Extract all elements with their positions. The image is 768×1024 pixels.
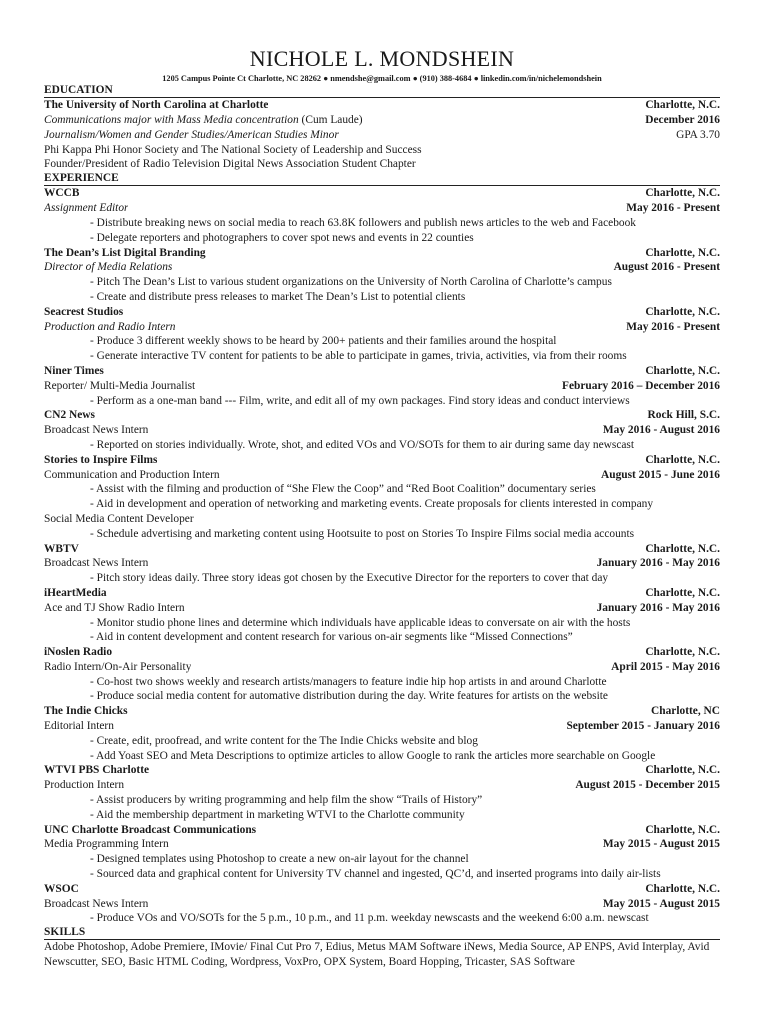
job-entry [44, 882, 720, 926]
job-location: Rock Hill, S.C. [647, 409, 720, 422]
job-role-row [44, 201, 720, 216]
job-entry [44, 586, 720, 645]
job-organization: WCCB [44, 187, 80, 200]
job-role-row [44, 260, 720, 275]
job-bullet: - Aid in content development and content research for various on-air segments like “Missed Connections” [90, 631, 573, 644]
job-bullet: - Monitor studio phone lines and determine which individuals have applicable ideas to conversate on air with the hosts [90, 616, 631, 629]
job-role: Ace and TJ Show Radio Intern [44, 601, 185, 614]
job-location: Charlotte, N.C. [645, 453, 720, 466]
job-role-row [44, 423, 720, 438]
job-bullet: - Distribute breaking news on social media to reach 63.8K followers and publish news articles to the web and Facebook [90, 216, 636, 229]
job-organization: WSOC [44, 882, 79, 895]
job-bullet: - Produce 3 different weekly shows to be heard by 200+ patients and their families around the hospital [90, 335, 557, 348]
job-bullet: - Generate interactive TV content for patients to be able to participate in games, trivia, activities, via from their rooms [90, 350, 627, 363]
job-org-row [44, 882, 720, 897]
school-name: The University of North Carolina at Charlotte [44, 99, 269, 112]
education-minor-row [44, 128, 720, 143]
job-role: Broadcast News Intern [44, 424, 149, 437]
job-dates: May 2016 - Present [626, 320, 720, 333]
job-role-row [44, 468, 720, 483]
job-entry [44, 823, 720, 882]
job-role-row [44, 778, 720, 793]
job-role: Broadcast News Intern [44, 897, 149, 910]
job-organization: UNC Charlotte Broadcast Communications [44, 823, 257, 836]
job-location: Charlotte, N.C. [645, 542, 720, 555]
job-location: Charlotte, N.C. [645, 882, 720, 895]
job-location: Charlotte, N.C. [645, 586, 720, 599]
job-location: Charlotte, N.C. [645, 305, 720, 318]
job-role: Assignment Editor [44, 202, 129, 215]
job-bullet: - Assist with the filming and production of “She Flew the Coop” and “Red Boot Coalition” documentary series [90, 483, 596, 496]
job-organization: Seacrest Studios [44, 305, 124, 318]
job-entry [44, 704, 720, 763]
job-org-row [44, 586, 720, 601]
education-heading: EDUCATION [44, 84, 720, 98]
job-org-row [44, 246, 720, 261]
job-bullet: - Assist producers by writing programming and help film the show “Trails of History” [90, 794, 483, 807]
experience-heading: EXPERIENCE [44, 172, 720, 186]
job-location: Charlotte, N.C. [645, 764, 720, 777]
job-role: Broadcast News Intern [44, 557, 149, 570]
experience-list [44, 186, 720, 926]
job-role-row [44, 719, 720, 734]
job-role-row [44, 601, 720, 616]
job-bullet: - Reported on stories individually. Wrote, shot, and edited VOs and VO/SOTs for them to air during same day newscast [90, 438, 635, 451]
job-bullet: - Produce social media content for automative distribution during the day. Write features for artists on the website [90, 690, 608, 703]
job-role-row [44, 320, 720, 335]
job-bullet: - Create, edit, proofread, and write content for the The Indie Chicks website and blog [90, 734, 478, 747]
job-dates: August 2015 - June 2016 [601, 468, 720, 481]
job-org-row [44, 305, 720, 320]
job-bullet: - Designed templates using Photoshop to create a new on-air layout for the channel [90, 853, 469, 866]
job-organization: Niner Times [44, 364, 104, 377]
job-role: Media Programming Intern [44, 838, 169, 851]
job-bullet: - Add Yoast SEO and Meta Descriptions to optimize articles to allow Google to rank the articles more searchable on Google [90, 749, 656, 762]
job-dates: May 2015 - August 2015 [602, 838, 720, 851]
job-entry [44, 453, 720, 542]
job-role: Editorial Intern [44, 720, 114, 733]
job-location: Charlotte, N.C. [645, 364, 720, 377]
job-role: Director of Media Relations [44, 261, 173, 274]
job-role: Production and Radio Intern [44, 320, 176, 333]
job-entry [44, 364, 720, 408]
job-org-row [44, 763, 720, 778]
education-school-row [44, 98, 720, 113]
job-bullet: - Aid in development and operation of networking and marketing events. Create proposals for clients interested in company [90, 498, 654, 511]
education-line: Phi Kappa Phi Honor Society and The National Society of Leadership and Success [44, 143, 422, 156]
job-organization: WTVI PBS Charlotte [44, 764, 150, 777]
minor: Journalism/Women and Gender Studies/American Studies Minor [44, 128, 339, 141]
job-entry [44, 408, 720, 452]
job-bullet: - Produce VOs and VO/SOTs for the 5 p.m., 10 p.m., and 11 p.m. weekday newscasts and the weekend 6:00 a.m. newscast [90, 912, 649, 925]
job-dates: August 2016 - Present [613, 261, 720, 274]
job-bullet: - Delegate reporters and photographers to cover spot news and events in 22 counties [90, 231, 474, 244]
job-dates: May 2016 - Present [626, 202, 720, 215]
job-role-row [44, 660, 720, 675]
honor: (Cum Laude) [298, 114, 363, 126]
gpa: GPA 3.70 [676, 128, 720, 141]
job-entry [44, 246, 720, 305]
skills-heading: SKILLS [44, 926, 720, 940]
job-dates: January 2016 - May 2016 [596, 557, 720, 570]
skills-text: Adobe Photoshop, Adobe Premiere, IMovie/ Final Cut Pro 7, Edius, Metus MAM Software iNews, Media Source, AP ENPS, Avid Interplay, Avid Newscutter, SEO, Basic HTML Coding, Wordpress, VoxPro, OPX System, Board Hopping, Tricaster, SAS Software [44, 941, 710, 969]
job-bullet: - Sourced data and graphical content for University TV channel and ingested, QC’d, and inserted programs into daily air-lists [90, 868, 661, 881]
job-role: Production Intern [44, 779, 125, 792]
job-role: Communication and Production Intern [44, 468, 220, 481]
job-organization: CN2 News [44, 409, 95, 422]
job-bullet: - Schedule advertising and marketing content using Hootsuite to post on Stories To Inspire Films social media accounts [90, 527, 635, 540]
job-bullet: - Create and distribute press releases to market The Dean’s List to potential clients [90, 290, 466, 303]
job-entry [44, 542, 720, 586]
resume-content [44, 46, 720, 970]
job-organization: iHeartMedia [44, 586, 107, 599]
job-location: Charlotte, N.C. [645, 646, 720, 659]
job-location: Charlotte, N.C. [645, 823, 720, 836]
job-organization: iNoslen Radio [44, 646, 113, 659]
school-location: Charlotte, N.C. [645, 99, 720, 112]
graduation-date: December 2016 [645, 114, 720, 126]
education-major-row [44, 113, 720, 128]
job-organization: The Indie Chicks [44, 705, 128, 718]
job-organization: WBTV [44, 542, 79, 555]
job-org-row [44, 645, 720, 660]
job-bullet: - Aid the membership department in marketing WTVI to the Charlotte community [90, 808, 465, 821]
job-dates: May 2015 - August 2015 [602, 897, 720, 910]
job-entry [44, 186, 720, 245]
job-organization: Stories to Inspire Films [44, 453, 158, 466]
job-location: Charlotte, NC [651, 705, 720, 718]
job-dates: August 2015 - December 2015 [575, 779, 720, 792]
job-dates: January 2016 - May 2016 [596, 601, 720, 614]
candidate-name: NICHOLE L. MONDSHEIN [249, 46, 515, 71]
job-org-row [44, 186, 720, 201]
job-role-row [44, 556, 720, 571]
education-line: Founder/President of Radio Television Digital News Association Student Chapter [44, 158, 416, 171]
job-bullet: - Pitch The Dean’s List to various student organizations on the University of North Carolina of Charlotte’s campus [90, 276, 612, 289]
contact-line: 1205 Campus Pointe Ct Charlotte, NC 28262 ● nmendshe@gmail.com ● (910) 388-4684 ● linkedin.com/in/nichelemondshein [162, 74, 602, 83]
job-sub-role: Social Media Content Developer [44, 512, 194, 525]
job-role: Reporter/ Multi-Media Journalist [44, 379, 196, 392]
job-organization: The Dean’s List Digital Branding [44, 246, 206, 259]
job-entry [44, 305, 720, 364]
job-org-row [44, 453, 720, 468]
job-entry [44, 645, 720, 704]
job-org-row [44, 542, 720, 557]
major-line [44, 113, 363, 128]
job-org-row [44, 408, 720, 423]
job-dates: May 2016 - August 2016 [602, 424, 720, 437]
job-entry [44, 763, 720, 822]
job-role-row [44, 897, 720, 912]
education-section [44, 98, 720, 172]
job-role-row [44, 837, 720, 852]
job-dates: April 2015 - May 2016 [611, 660, 720, 673]
job-dates: September 2015 - January 2016 [566, 720, 720, 733]
job-role-row [44, 379, 720, 394]
job-location: Charlotte, N.C. [645, 246, 720, 259]
job-org-row [44, 364, 720, 379]
job-bullet: - Perform as a one-man band --- Film, write, and edit all of my own packages. Find story ideas and conduct interviews [90, 394, 630, 407]
job-bullet: - Pitch story ideas daily. Three story ideas got chosen by the Executive Director for the reporters to cover that day [90, 572, 609, 585]
job-bullet: - Co-host two shows weekly and research artists/managers to feature indie hip hop artists in and around Charlotte [90, 675, 607, 688]
major: Communications major with Mass Media concentration [44, 114, 299, 126]
job-dates: February 2016 – December 2016 [562, 379, 720, 392]
job-location: Charlotte, N.C. [645, 187, 720, 200]
job-org-row [44, 823, 720, 838]
job-org-row [44, 704, 720, 719]
job-role: Radio Intern/On-Air Personality [44, 660, 192, 673]
